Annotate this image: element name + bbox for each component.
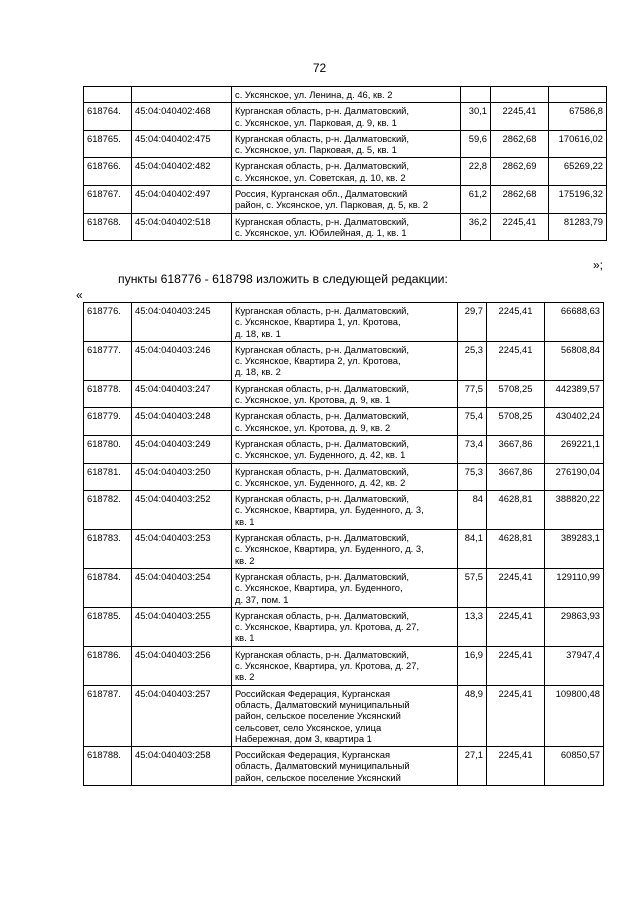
cadastral-value-cell: 129110,99 (545, 568, 604, 607)
address-line: Курганская область, р-н. Далматовский, (235, 493, 410, 505)
address-line: с. Уксянское, ул. Буденного, д. 42, кв. 2 (235, 476, 406, 488)
address-line: с. Уксянское, ул. Парковая, д. 9, кв. 1 (235, 116, 397, 128)
page-number: 72 (312, 61, 327, 75)
cadastral-value-cell: 389283,1 (545, 530, 604, 569)
area-cell: 57,5 (458, 568, 487, 607)
cadastral-number-cell: 45:04:040403:252 (132, 491, 232, 530)
cadastral-number-cell: 45:04:040403:255 (132, 607, 232, 646)
unit-price-cell: 2862,68 (491, 186, 549, 214)
table-row (84, 213, 607, 241)
registry-table-top (83, 86, 607, 241)
unit-price-cell: 2862,69 (491, 158, 549, 186)
cadastral-number-cell: 45:04:040403:257 (132, 685, 232, 746)
cadastral-value-cell: 56808,84 (545, 341, 604, 380)
amendment-instruction: пункты 618776 - 618798 изложить в следующей редакции: (118, 272, 448, 286)
area-cell: 48,9 (458, 685, 487, 746)
address-line: с. Уксянское, Квартира 2, ул. Кротова, (235, 355, 401, 367)
cadastral-number-cell: 45:04:040402:497 (132, 186, 232, 214)
address-line: Курганская область, р-н. Далматовский, (235, 437, 410, 449)
address-cell (232, 87, 461, 103)
area-cell: 25,3 (458, 341, 487, 380)
opening-quote-mark: « (76, 288, 83, 302)
address-line: Курганская область, р-н. Далматовский, (235, 343, 410, 355)
address-line: Курганская область, р-н. Далматовский, (235, 215, 410, 227)
row-number-cell: 618788. (84, 747, 132, 786)
area-cell: 16,9 (458, 646, 487, 685)
row-number-cell: 618764. (84, 103, 132, 131)
table-row (84, 568, 604, 607)
address-line: Курганская область, р-н. Далматовский, (235, 570, 410, 582)
address-line: район, с. Уксянское, ул. Парковая, д. 5, кв. 2 (235, 199, 429, 211)
cadastral-value-cell: 37947,4 (545, 646, 604, 685)
cadastral-value-cell: 65269,22 (549, 158, 607, 186)
row-number-cell: 618777. (84, 341, 132, 380)
area-cell: 75,3 (458, 463, 487, 491)
closing-quote-mark: »; (593, 258, 604, 272)
row-number-cell (84, 87, 132, 103)
address-line: Россия, Курганская обл., Далматовский (235, 188, 408, 200)
row-number-cell: 618766. (84, 158, 132, 186)
area-cell: 59,6 (461, 130, 491, 158)
registry-table-bottom (83, 302, 604, 786)
unit-price-cell: 3667,86 (487, 463, 545, 491)
table-row (84, 130, 607, 158)
unit-price-cell: 2245,41 (487, 646, 545, 685)
area-cell (461, 87, 491, 103)
table-row (84, 530, 604, 569)
area-cell: 84,1 (458, 530, 487, 569)
address-line: д. 37, пом. 1 (235, 593, 289, 605)
table-row (84, 87, 607, 103)
address-line: с. Уксянское, ул. Кротова, д. 9, кв. 1 (235, 394, 391, 406)
cadastral-number-cell: 45:04:040403:258 (132, 747, 232, 786)
cadastral-value-cell: 170616,02 (549, 130, 607, 158)
row-number-cell: 618784. (84, 568, 132, 607)
cadastral-number-cell: 45:04:040403:253 (132, 530, 232, 569)
cadastral-value-cell: 388820,22 (545, 491, 604, 530)
address-line: Курганская область, р-н. Далматовский, (235, 410, 410, 422)
table-row (84, 103, 607, 131)
address-line: с. Уксянское, Квартира, ул. Буденного, д. 3, (235, 504, 424, 516)
row-number-cell: 618786. (84, 646, 132, 685)
cadastral-number-cell: 45:04:040403:256 (132, 646, 232, 685)
address-line: Российская Федерация, Курганская (235, 749, 391, 761)
area-cell: 36,2 (461, 213, 491, 241)
row-number-cell: 618768. (84, 213, 132, 241)
unit-price-cell: 2245,41 (487, 747, 545, 786)
unit-price-cell: 2245,41 (491, 213, 549, 241)
address-line: Курганская область, р-н. Далматовский, (235, 532, 410, 544)
address-line: с. Уксянское, Квартира, ул. Буденного, д. 3, (235, 543, 424, 555)
table-row (84, 408, 604, 436)
cadastral-value-cell: 430402,24 (545, 408, 604, 436)
unit-price-cell: 2245,41 (487, 341, 545, 380)
address-line: Набережная, дом 3, квартира 1 (235, 732, 372, 744)
address-cell (232, 186, 461, 214)
address-cell (232, 380, 458, 408)
cadastral-number-cell: 45:04:040403:250 (132, 463, 232, 491)
row-number-cell: 618778. (84, 380, 132, 408)
address-cell (232, 130, 461, 158)
area-cell: 27,1 (458, 747, 487, 786)
table-row (84, 607, 604, 646)
address-cell (232, 463, 458, 491)
address-line: область, Далматовский муниципальный (235, 760, 410, 772)
address-line: с. Уксянское, ул. Советская, д. 10, кв. 2 (235, 171, 406, 183)
area-cell: 30,1 (461, 103, 491, 131)
address-line: область, Далматовский муниципальный (235, 698, 410, 710)
address-line: с. Уксянское, Квартира, ул. Кротова, д. 27, (235, 660, 420, 672)
address-cell (232, 491, 458, 530)
cadastral-value-cell (549, 87, 607, 103)
cadastral-number-cell: 45:04:040403:245 (132, 303, 232, 342)
cadastral-number-cell: 45:04:040403:254 (132, 568, 232, 607)
address-line: Курганская область, р-н. Далматовский, (235, 609, 410, 621)
address-cell (232, 607, 458, 646)
unit-price-cell: 2245,41 (487, 685, 545, 746)
address-line: Курганская область, р-н. Далматовский, (235, 105, 410, 117)
unit-price-cell: 3667,86 (487, 435, 545, 463)
address-cell (232, 303, 458, 342)
cadastral-number-cell: 45:04:040403:247 (132, 380, 232, 408)
address-line: с. Уксянское, Квартира 1, ул. Кротова, (235, 316, 401, 328)
address-cell (232, 435, 458, 463)
row-number-cell: 618782. (84, 491, 132, 530)
cadastral-value-cell: 29863,93 (545, 607, 604, 646)
row-number-cell: 618785. (84, 607, 132, 646)
address-line: с. Уксянское, ул. Парковая, д. 5, кв. 1 (235, 144, 397, 156)
unit-price-cell: 2862,68 (491, 130, 549, 158)
cadastral-number-cell (132, 87, 232, 103)
row-number-cell: 618780. (84, 435, 132, 463)
address-line: Курганская область, р-н. Далматовский, (235, 160, 410, 172)
address-line: район, сельское поселение Уксянский (235, 771, 401, 783)
address-cell (232, 341, 458, 380)
area-cell: 22,8 (461, 158, 491, 186)
address-line: д. 18, кв. 1 (235, 327, 281, 339)
address-line: Курганская область, р-н. Далматовский, (235, 648, 410, 660)
cadastral-value-cell: 276190,04 (545, 463, 604, 491)
area-cell: 13,3 (458, 607, 487, 646)
cadastral-value-cell: 67586,8 (549, 103, 607, 131)
address-cell (232, 213, 461, 241)
address-line: Курганская область, р-н. Далматовский, (235, 465, 410, 477)
address-cell (232, 747, 458, 786)
table-row (84, 380, 604, 408)
row-number-cell: 618767. (84, 186, 132, 214)
unit-price-cell: 2245,41 (491, 103, 549, 131)
cadastral-number-cell: 45:04:040403:248 (132, 408, 232, 436)
area-cell: 29,7 (458, 303, 487, 342)
address-cell (232, 103, 461, 131)
address-line: с. Уксянское, Квартира, ул. Кротова, д. 27, (235, 621, 420, 633)
address-line: Российская Федерация, Курганская (235, 687, 391, 699)
row-number-cell: 618783. (84, 530, 132, 569)
address-line: кв. 2 (235, 671, 255, 683)
cadastral-value-cell: 269221,1 (545, 435, 604, 463)
address-line: кв. 1 (235, 515, 255, 527)
row-number-cell: 618765. (84, 130, 132, 158)
address-line: кв. 1 (235, 632, 255, 644)
address-line: с. Уксянское, ул. Ленина, д. 46, кв. 2 (235, 89, 393, 100)
address-cell (232, 408, 458, 436)
cadastral-number-cell: 45:04:040402:482 (132, 158, 232, 186)
cadastral-value-cell: 175196,32 (549, 186, 607, 214)
cadastral-number-cell: 45:04:040402:475 (132, 130, 232, 158)
table-row (84, 463, 604, 491)
address-cell (232, 530, 458, 569)
address-cell (232, 158, 461, 186)
cadastral-value-cell: 60850,57 (545, 747, 604, 786)
row-number-cell: 618781. (84, 463, 132, 491)
address-line: с. Уксянское, ул. Юбилейная, д. 1, кв. 1 (235, 226, 407, 238)
row-number-cell: 618779. (84, 408, 132, 436)
table-row (84, 158, 607, 186)
address-line: с. Уксянское, Квартира, ул. Буденного, (235, 582, 403, 594)
address-cell (232, 568, 458, 607)
unit-price-cell: 2245,41 (487, 607, 545, 646)
cadastral-value-cell: 66688,63 (545, 303, 604, 342)
address-line: Курганская область, р-н. Далматовский, (235, 132, 410, 144)
address-line: с. Уксянское, ул. Кротова, д. 9, кв. 2 (235, 421, 391, 433)
cadastral-value-cell: 81283,79 (549, 213, 607, 241)
address-line: Курганская область, р-н. Далматовский, (235, 382, 410, 394)
table-row (84, 685, 604, 746)
table-row (84, 341, 604, 380)
cadastral-number-cell: 45:04:040403:249 (132, 435, 232, 463)
address-line: с. Уксянское, ул. Буденного, д. 42, кв. 1 (235, 449, 406, 461)
unit-price-cell: 2245,41 (487, 568, 545, 607)
address-line: Курганская область, р-н. Далматовский, (235, 305, 410, 316)
cadastral-number-cell: 45:04:040402:518 (132, 213, 232, 241)
unit-price-cell: 5708,25 (487, 380, 545, 408)
unit-price-cell: 4628,81 (487, 530, 545, 569)
table-row (84, 747, 604, 786)
cadastral-number-cell: 45:04:040403:246 (132, 341, 232, 380)
cadastral-value-cell: 442389,57 (545, 380, 604, 408)
address-line: д. 18, кв. 2 (235, 366, 281, 378)
unit-price-cell: 2245,41 (487, 303, 545, 342)
area-cell: 73,4 (458, 435, 487, 463)
table-row (84, 646, 604, 685)
unit-price-cell: 5708,25 (487, 408, 545, 436)
area-cell: 84 (458, 491, 487, 530)
unit-price-cell: 4628,81 (487, 491, 545, 530)
area-cell: 77,5 (458, 380, 487, 408)
address-line: кв. 2 (235, 554, 255, 566)
address-line: район, сельское поселение Уксянский (235, 710, 401, 722)
cadastral-number-cell: 45:04:040402:468 (132, 103, 232, 131)
row-number-cell: 618787. (84, 685, 132, 746)
address-cell (232, 646, 458, 685)
table-row (84, 186, 607, 214)
area-cell: 61,2 (461, 186, 491, 214)
address-cell (232, 685, 458, 746)
row-number-cell: 618776. (84, 303, 132, 342)
area-cell: 75,4 (458, 408, 487, 436)
unit-price-cell (491, 87, 549, 103)
address-line: сельсовет, село Уксянское, улица (235, 721, 382, 733)
table-row (84, 303, 604, 342)
table-row (84, 491, 604, 530)
cadastral-value-cell: 109800,48 (545, 685, 604, 746)
table-row (84, 435, 604, 463)
